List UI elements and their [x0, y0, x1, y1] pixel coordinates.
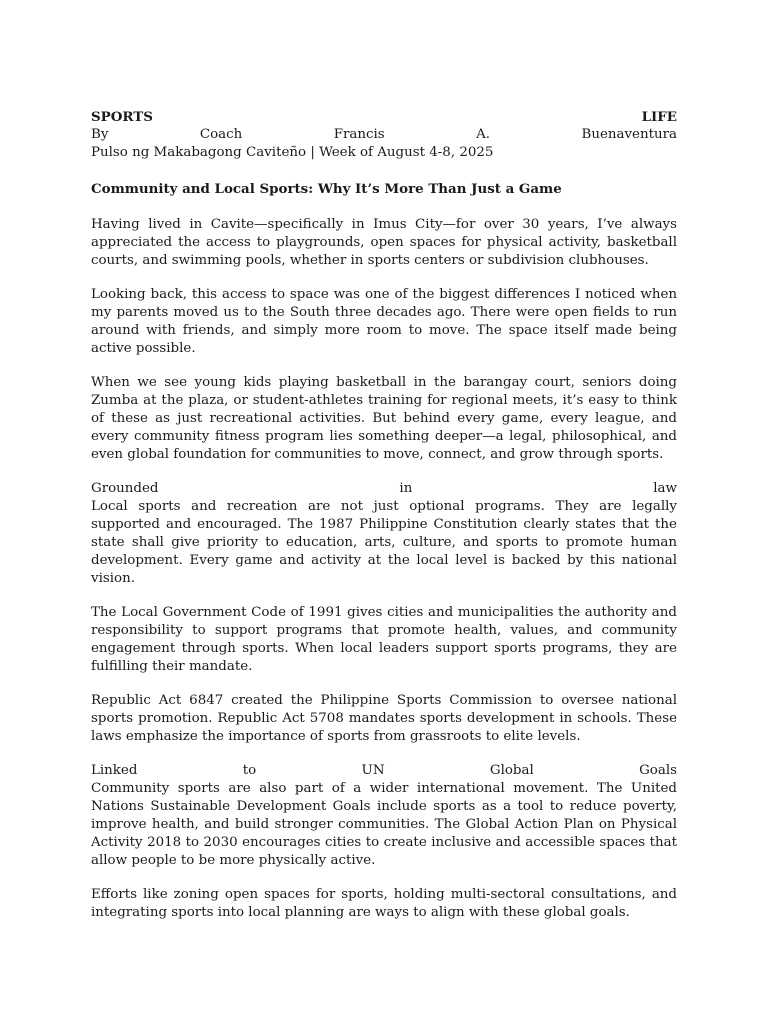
byline [91, 126, 677, 144]
paragraph: Looking back, this access to space was one of the biggest differences I noticed when my parents moved us to the South three decades ago. There were open fields to run around with friends, and simply more room to move. The space itself made being active possible. [91, 287, 677, 356]
section-label-right: LIFE [641, 109, 677, 125]
section-label-row [91, 108, 677, 126]
paragraph: Local sports and recreation are not just optional programs. They are legally supported and encouraged. The 1987 Philippine Constitution clearly states that the state shall give priority to education, arts, culture, and sports to promote human development. Every game and activity at the local level is backed by this national vision. [91, 499, 677, 586]
paragraph: Republic Act 6847 created the Philippine Sports Commission to oversee national sports promotion. Republic Act 5708 mandates sports development in schools. These laws emphasize the importance of sports from grassroots to elite levels. [91, 693, 677, 744]
heading-word: Grounded [91, 481, 159, 496]
byline-word: A. [476, 127, 491, 142]
heading-word: to [242, 763, 257, 778]
section-heading [91, 762, 677, 780]
section-heading [91, 480, 677, 498]
document-page [91, 108, 677, 938]
heading-word: Linked [91, 763, 138, 778]
heading-word: Goals [639, 763, 677, 778]
section-grounded-in-law [91, 480, 677, 746]
paragraph: Efforts like zoning open spaces for sports, holding multi-sectoral consultations, and integrating sports into local planning are ways to align with these global goals. [91, 887, 677, 920]
paragraph: When we see young kids playing basketball in the barangay court, seniors doing Zumba at the plaza, or student-athletes training for regional meets, it’s easy to think of these as just recreational activities. But behind every game, every league, and every community fitness program lies something deeper—a legal, philosophical, and even global foundation for communities to move, connect, and grow through sports. [91, 375, 677, 462]
byline-word: Coach [199, 127, 243, 142]
byline-word: Buenaventura [581, 127, 677, 142]
byline-word: By [91, 127, 109, 142]
section-label-left: SPORTS [91, 109, 153, 125]
byline-word: Francis [333, 127, 385, 142]
heading-word: UN [361, 763, 385, 778]
paragraph: The Local Government Code of 1991 gives cities and municipalities the authority and responsibility to support programs that promote health, values, and community engagement through sports. When local leaders support sports programs, they are fulfilling their mandate. [91, 605, 677, 674]
article-title: Community and Local Sports: Why It’s More Than Just a Game [91, 181, 562, 197]
paragraph: Having lived in Cavite—specifically in Imus City—for over 30 years, I’ve always appreciated the access to playgrounds, open spaces for physical activity, basketball courts, and swimming pools, whether in sports centers or subdivision clubhouses. [91, 217, 677, 268]
section-linked-to-un-goals [91, 762, 677, 922]
article-header [91, 108, 677, 162]
paragraph: Community sports are also part of a wider international movement. The United Nations Sustainable Development Goals include sports as a tool to reduce poverty, improve health, and build stronger communities. The Global Action Plan on Physical Activity 2018 to 2030 encourages cities to create inclusive and accessible spaces that allow people to be more physically active. [91, 781, 677, 868]
heading-word: in [399, 481, 413, 496]
heading-word: Global [489, 763, 534, 778]
publication-line: Pulso ng Makabagong Caviteño | Week of August 4-8, 2025 [91, 145, 494, 160]
heading-word: law [653, 481, 677, 496]
